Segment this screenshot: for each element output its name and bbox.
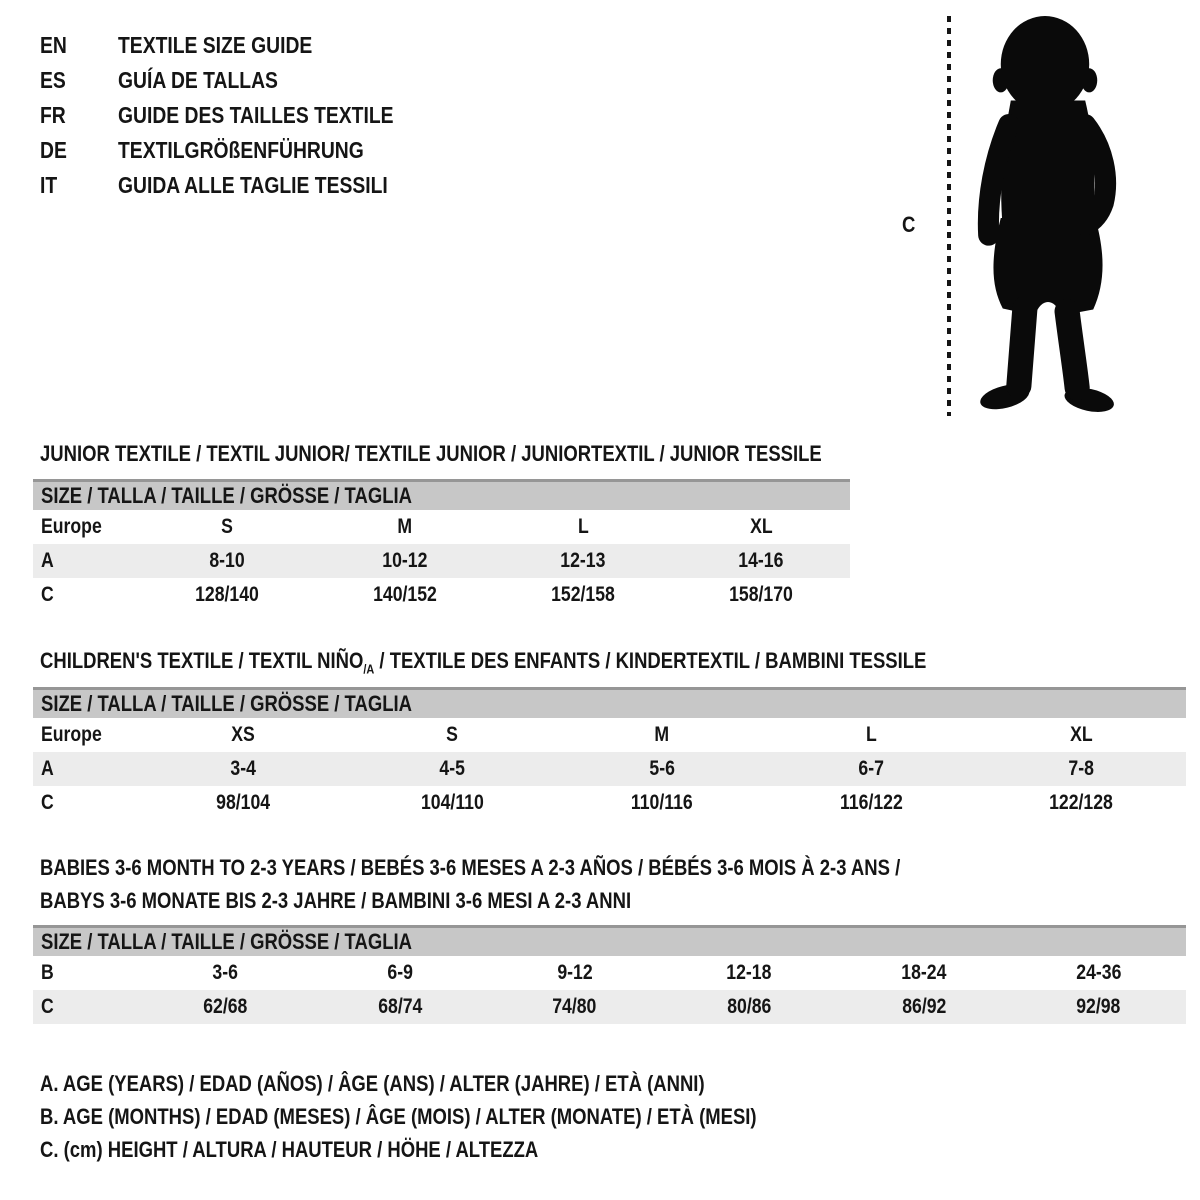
size-cell: M (397, 515, 413, 538)
size-cell: 6-7 (858, 757, 885, 780)
legend (40, 1067, 893, 1166)
nino-subscript: /A (363, 661, 375, 677)
height-dashed-line (947, 16, 951, 416)
size-header-bar (33, 925, 1186, 956)
row-label: C (41, 995, 54, 1018)
size-cell: M (654, 723, 670, 746)
language-code: IT (40, 172, 58, 198)
language-list (40, 28, 446, 203)
size-cell: 140/152 (373, 583, 437, 606)
size-cell: 10-12 (382, 549, 428, 572)
size-cell: 104/110 (420, 791, 484, 814)
table-row-europe (33, 510, 850, 544)
size-table-junior (33, 479, 850, 612)
children-section-title (40, 644, 1095, 677)
size-cell: 74/80 (552, 995, 597, 1018)
language-row-en (40, 28, 446, 63)
children-title-part1: CHILDREN'S TEXTILE / TEXTIL NIÑO (40, 648, 364, 673)
size-header-bar (33, 687, 1186, 718)
size-cell: 5-6 (649, 757, 675, 780)
babies-section-title (40, 851, 1064, 917)
size-cell: L (577, 515, 589, 538)
size-cell: 12-13 (560, 549, 606, 572)
size-header-bar (33, 479, 850, 510)
size-cell: XS (231, 723, 255, 746)
size-cell: S (221, 515, 233, 538)
language-code: FR (40, 102, 66, 128)
size-cell: L (866, 723, 877, 746)
junior-section-title (40, 437, 971, 470)
size-cell: 116/122 (840, 791, 903, 814)
size-cell: 158/170 (729, 583, 793, 606)
table-row-height (33, 990, 1186, 1024)
size-cell: 68/74 (377, 995, 423, 1018)
legend-line-a: A. AGE (YEARS) / EDAD (AÑOS) / ÂGE (ANS) / ALTER (JAHRE) / ETÀ (ANNI) (40, 1071, 705, 1096)
table-row-age (33, 544, 850, 578)
language-title: TEXTILGRÖßENFÜHRUNG (118, 137, 364, 163)
table-row-height (33, 578, 850, 612)
size-cell: 24-36 (1076, 961, 1122, 984)
size-cell: 92/98 (1076, 995, 1121, 1018)
size-cell: 18-24 (901, 961, 947, 984)
size-cell: 6-9 (387, 961, 413, 984)
row-label: Europe (41, 515, 102, 538)
language-row-de (40, 133, 446, 168)
size-table-children (33, 687, 1186, 820)
children-section-title-text (40, 644, 926, 677)
babies-title-line-2: BABYS 3-6 MONATE BIS 2-3 JAHRE / BAMBINI 3-6 MESI A 2-3 ANNI (40, 888, 632, 913)
language-code: DE (40, 137, 67, 163)
language-title: GUIDA ALLE TAGLIE TESSILI (118, 172, 388, 198)
size-cell: 80/86 (727, 995, 772, 1018)
size-cell: 110/116 (631, 791, 693, 814)
language-row-it (40, 168, 446, 203)
size-cell: 7-8 (1068, 757, 1094, 780)
size-cell: 3-6 (212, 961, 239, 984)
size-cell: 128/140 (195, 583, 259, 606)
language-title: TEXTILE SIZE GUIDE (118, 32, 313, 58)
row-label: B (41, 961, 54, 984)
row-label: Europe (41, 723, 102, 746)
size-cell: 122/128 (1049, 791, 1114, 814)
size-table-babies (33, 925, 1186, 1024)
size-cell: 9-12 (557, 961, 593, 984)
row-label: A (41, 757, 54, 780)
size-cell: 12-18 (726, 961, 772, 984)
language-code: EN (40, 32, 67, 58)
baby-silhouette-icon (962, 12, 1134, 414)
row-label: C (41, 791, 54, 814)
babies-title-line-1: BABIES 3-6 MONTH TO 2-3 YEARS / BEBÉS 3-6 MESES A 2-3 AÑOS / BÉBÉS 3-6 MOIS À 2-3 ANS / (40, 855, 901, 880)
size-cell: 62/68 (203, 995, 248, 1018)
language-row-es (40, 63, 446, 98)
size-cell: 14-16 (738, 549, 784, 572)
legend-line-b: B. AGE (MONTHS) / EDAD (MESES) / ÂGE (MOIS) / ALTER (MONATE) / ETÀ (MESI) (40, 1104, 757, 1129)
table-row-age (33, 752, 1186, 786)
row-label: A (41, 549, 54, 572)
size-cell: XL (749, 515, 773, 538)
language-title: GUÍA DE TALLAS (118, 67, 278, 93)
table-row-height (33, 786, 1186, 820)
height-marker-label: C (902, 212, 916, 237)
size-cell: 98/104 (215, 791, 270, 814)
junior-section-title-text: JUNIOR TEXTILE / TEXTIL JUNIOR/ TEXTILE JUNIOR / JUNIORTEXTIL / JUNIOR TESSILE (40, 441, 822, 466)
table-row-months (33, 956, 1186, 990)
size-header-label: SIZE / TALLA / TAILLE / GRÖSSE / TAGLIA (41, 483, 412, 508)
language-row-fr (40, 98, 446, 133)
size-cell: 8-10 (209, 549, 245, 572)
table-row-europe (33, 718, 1186, 752)
size-cell: 152/158 (551, 583, 615, 606)
children-title-part2: / TEXTILE DES ENFANTS / KINDERTEXTIL / BAMBINI TESSILE (374, 648, 927, 673)
legend-line-c: C. (cm) HEIGHT / ALTURA / HAUTEUR / HÖHE / ALTEZZA (40, 1137, 539, 1162)
size-cell: 86/92 (901, 995, 947, 1018)
size-cell: 3-4 (230, 757, 256, 780)
size-cell: 4-5 (439, 757, 466, 780)
row-label: C (41, 583, 54, 606)
language-code: ES (40, 67, 66, 93)
size-cell: S (446, 723, 459, 746)
language-title: GUIDE DES TAILLES TEXTILE (118, 102, 394, 128)
size-header-label: SIZE / TALLA / TAILLE / GRÖSSE / TAGLIA (41, 691, 412, 716)
size-header-label: SIZE / TALLA / TAILLE / GRÖSSE / TAGLIA (41, 929, 412, 954)
size-cell: XL (1069, 723, 1093, 746)
